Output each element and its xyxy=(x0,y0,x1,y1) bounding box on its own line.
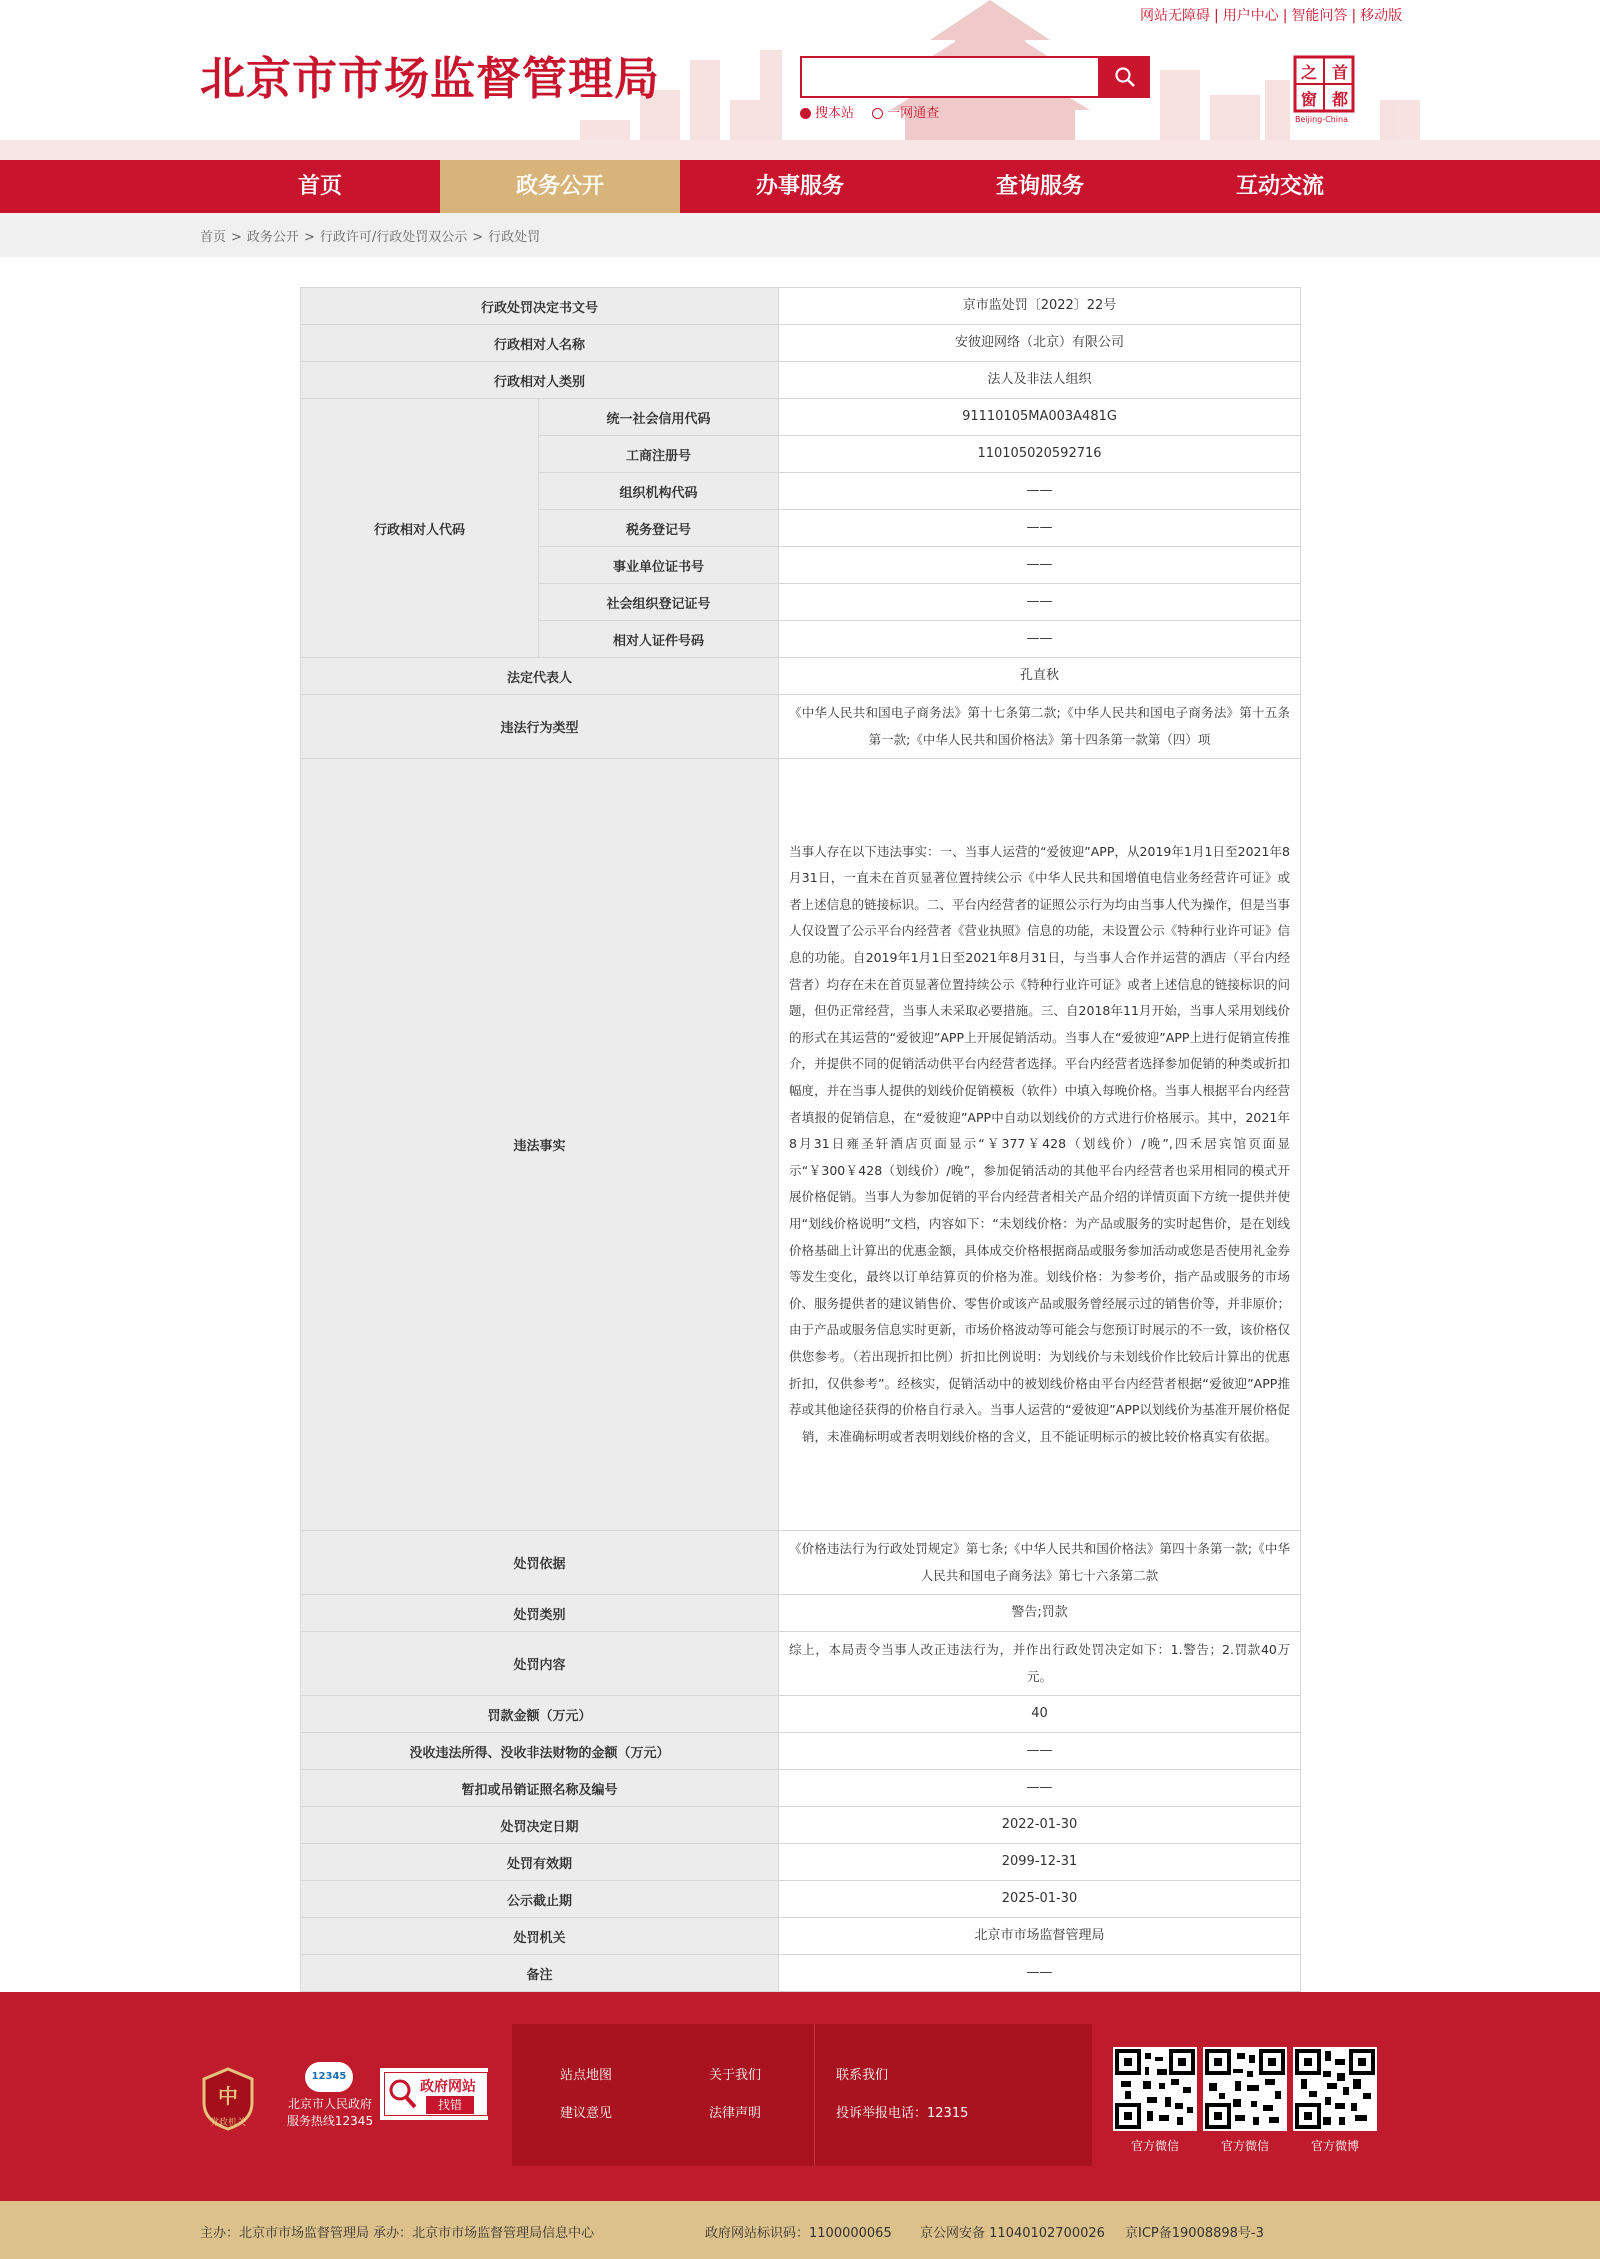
svg-text:Beijing-China: Beijing-China xyxy=(1295,115,1348,124)
value-category: 警告;罚款 xyxy=(779,1595,1301,1632)
search-scope-site[interactable]: 搜本站 xyxy=(800,106,854,121)
mobile-version-link[interactable]: 移动版 xyxy=(1360,8,1403,24)
label-org-code: 组织机构代码 xyxy=(539,473,779,510)
value-tax-reg: —— xyxy=(779,510,1301,547)
label-doc-no: 行政处罚决定书文号 xyxy=(301,288,779,325)
radio-checked-icon xyxy=(800,108,811,119)
value-valid-until: 2099-12-31 xyxy=(779,1844,1301,1881)
qr-code-wechat-2 xyxy=(1203,2047,1287,2131)
svg-text:之: 之 xyxy=(1301,63,1318,82)
qr-code-icon xyxy=(1203,2047,1287,2131)
table-row xyxy=(301,325,1301,362)
table-row xyxy=(301,1955,1301,1992)
about-link[interactable]: 关于我们 xyxy=(709,2068,762,2083)
police-record[interactable]: 京公网安备 11040102700026 xyxy=(920,2226,1105,2241)
site-id-code: 政府网站标识码：1100000065 xyxy=(705,2226,892,2241)
label-authority: 处罚机关 xyxy=(301,1918,779,1955)
host-info: 主办：北京市市场监督管理局 承办：北京市市场监督管理局信息中心 xyxy=(200,2226,595,2241)
contact-link[interactable]: 联系我们 xyxy=(836,2068,889,2083)
svg-text:都: 都 xyxy=(1332,90,1349,109)
breadcrumb: 首页 > 政务公开 > 行政许可/行政处罚双公示 > 行政处罚 xyxy=(200,230,541,245)
qr-label-wechat-1: 官方微信 xyxy=(1130,2139,1179,2153)
accessibility-link[interactable]: 网站无障碍 xyxy=(1140,8,1210,24)
label-decision-date: 处罚决定日期 xyxy=(301,1807,779,1844)
value-basis: 《价格违法行为行政处罚规定》第七条;《中华人民共和国价格法》第四十条第一款;《中华人民共和国电子商务法》第七十六条第二款 xyxy=(779,1531,1301,1595)
breadcrumb-double-publicity[interactable]: 行政许可/行政处罚双公示 xyxy=(319,230,468,245)
label-content: 处罚内容 xyxy=(301,1632,779,1696)
value-party-type: 法人及非法人组织 xyxy=(779,362,1301,399)
penalty-detail-table xyxy=(300,287,1301,1992)
error-report-title: 政府网站 xyxy=(420,2079,476,2095)
table-row xyxy=(301,1807,1301,1844)
site-header xyxy=(0,0,1600,160)
table-row xyxy=(301,658,1301,695)
magnifier-icon xyxy=(388,2078,418,2110)
table-row xyxy=(301,1844,1301,1881)
nav-item-home[interactable]: 首页 xyxy=(297,174,342,199)
table-row xyxy=(301,1770,1301,1807)
value-org-code: —— xyxy=(779,473,1301,510)
value-decision-date: 2022-01-30 xyxy=(779,1807,1301,1844)
hotline-badge[interactable] xyxy=(285,2062,375,2142)
label-license: 暂扣或吊销证照名称及编号 xyxy=(301,1770,779,1807)
label-id-no: 相对人证件号码 xyxy=(539,621,779,658)
party-gov-badge[interactable] xyxy=(200,2067,256,2131)
value-authority: 北京市市场监督管理局 xyxy=(779,1918,1301,1955)
complaint-phone: 投诉举报电话：12315 xyxy=(836,2106,969,2121)
value-social-org: —— xyxy=(779,584,1301,621)
suggest-link[interactable]: 建议意见 xyxy=(560,2106,613,2121)
value-license: —— xyxy=(779,1770,1301,1807)
label-facts: 违法事实 xyxy=(301,759,779,1531)
value-content: 综上，本局责令当事人改正违法行为，并作出行政处罚决定如下：1.警告；2.罚款40万元。 xyxy=(779,1632,1301,1696)
search-icon xyxy=(1114,66,1136,88)
qr-label-weibo: 官方微博 xyxy=(1310,2139,1359,2153)
footer-links-panel xyxy=(512,2024,1092,2166)
label-valid-until: 处罚有效期 xyxy=(301,1844,779,1881)
nav-item-query[interactable]: 查询服务 xyxy=(995,174,1084,199)
label-party-name: 行政相对人名称 xyxy=(301,325,779,362)
breadcrumb-penalty[interactable]: 行政处罚 xyxy=(488,230,541,245)
table-row xyxy=(301,1918,1301,1955)
hotline-12345-icon: 12345 xyxy=(305,2062,353,2092)
gov-site-error-report[interactable] xyxy=(380,2068,488,2120)
table-row xyxy=(301,1632,1301,1696)
value-credit-code: 91110105MA003A481G xyxy=(779,399,1301,436)
value-violation-type: 《中华人民共和国电子商务法》第十七条第二款;《中华人民共和国电子商务法》第十五条第一款;《中华人民共和国价格法》第十四条第一款第（四）项 xyxy=(779,695,1301,759)
label-violation-type: 违法行为类型 xyxy=(301,695,779,759)
label-remarks: 备注 xyxy=(301,1955,779,1992)
value-publish-until: 2025-01-30 xyxy=(779,1881,1301,1918)
value-facts: 当事人存在以下违法事实：一、当事人运营的“爱彼迎”APP，从2019年1月1日至2021年8月31日，一直未在首页显著位置持续公示《中华人民共和国增值电信业务经营许可证》或者上述信息的链接标识。二、平台内经营者的证照公示行为均由当事人代为操作，但是当事人仅设置了公示平台内经营者《营业执照》信息的功能，未设置公示《特种行业许可证》信息的功能。自2019年1月1日至2021年8月31日，与当事人合作并运营的酒店（平台内经营者）均存在未在首页显著位置持续公示《特种行业许可证》或者上述信息的链接标识的问题，但仍正常经营，当事人未采取必要措施。三、自2018年11月开始，当事人采用划线价的形式在其运营的“爱彼迎”APP上开展促销活动。当事人在“爱彼迎”APP上进行促销宣传推介，并提供不同的促销活动供平台内经营者选择。平台内经营者选择参加促销的种类或折扣幅度，并在当事人提供的划线价促销模板（软件）中填入每晚价格。当事人根据平台内经营者填报的促销信息，在“爱彼迎”APP中自动以划线价的方式进行价格展示。其中，2021年8月31日雍圣轩酒店页面显示“￥377￥428（划线价）/晚”,四禾居宾馆页面显示“￥300￥428（划线价）/晚”，参加促销活动的其他平台内经营者也采用相同的模式开展价格促销。当事人为参加促销的平台内经营者相关产品介绍的详情页面下方统一提供并使用“划线价格说明”文档，内容如下：“未划线价格：为产品或服务的实时起售价，是在划线价格基础上计算出的优惠金额，具体成交价格根据商品或服务参加活动或您是否使用礼金券等发生变化，最终以订单结算页的价格为准。划线价格：为参考价，指产品或服务的市场价、服务提供者的建议销售价、零售价或该产品或服务曾经展示过的销售价等，并非原价；由于产品或服务信息实时更新，市场价格波动等可能会与您预订时展示的不一致，该价格仅供您参考。（若出现折扣比例）折扣比例说明：为划线价与未划线价作比较后计算出的优惠折扣，仅供参考”。经核实，促销活动中的被划线价格由平台内经营者根据“爱彼迎”APP推荐或其他途径获得的价格自行录入。当事人运营的“爱彼迎”APP以划线价为基准开展价格促销，未准确标明或者表明划线价格的含义，且不能证明标示的被比较价格真实有依据。 xyxy=(779,759,1301,1531)
table-row xyxy=(301,1733,1301,1770)
label-legal-rep: 法定代表人 xyxy=(301,658,779,695)
label-social-org: 社会组织登记证号 xyxy=(539,584,779,621)
user-center-link[interactable]: 用户中心 xyxy=(1222,8,1279,24)
hotline-text: 北京市人民政府 服务热线12345 xyxy=(286,2097,374,2128)
qr-code-weibo xyxy=(1293,2047,1377,2131)
capital-logo-icon xyxy=(1293,55,1357,125)
table-row xyxy=(301,759,1301,1531)
svg-text:首: 首 xyxy=(1332,63,1349,82)
table-row xyxy=(301,1881,1301,1918)
label-party-type: 行政相对人类别 xyxy=(301,362,779,399)
site-title[interactable]: 北京市市场监督管理局 xyxy=(200,52,661,105)
svg-text:中: 中 xyxy=(218,2084,238,2108)
nav-item-services[interactable]: 办事服务 xyxy=(755,174,844,199)
value-fine: 40 xyxy=(779,1696,1301,1733)
qr-label-wechat-2: 官方微信 xyxy=(1220,2139,1269,2153)
table-row xyxy=(301,695,1301,759)
label-tax-reg: 税务登记号 xyxy=(539,510,779,547)
value-confiscation: —— xyxy=(779,1733,1301,1770)
value-legal-rep: 孔直秋 xyxy=(779,658,1301,695)
qr-code-icon xyxy=(1293,2047,1377,2131)
search-scope-options xyxy=(800,102,939,121)
value-id-no: —— xyxy=(779,621,1301,658)
svg-text:窗: 窗 xyxy=(1301,90,1318,109)
table-row xyxy=(301,1595,1301,1632)
sitemap-link[interactable]: 站点地图 xyxy=(560,2068,613,2083)
nav-item-gov-affairs[interactable]: 政务公开 xyxy=(440,160,680,213)
label-publish-until: 公示截止期 xyxy=(301,1881,779,1918)
value-doc-no: 京市监处罚〔2022〕22号 xyxy=(779,288,1301,325)
breadcrumb-bar xyxy=(0,213,1600,257)
search-input[interactable] xyxy=(800,56,1100,98)
breadcrumb-home[interactable]: 首页 xyxy=(200,230,227,245)
label-confiscation: 没收违法所得、没收非法财物的金额（万元） xyxy=(301,1733,779,1770)
party-gov-badge-text: 党政机关 xyxy=(209,2118,246,2128)
label-fine: 罚款金额（万元） xyxy=(301,1696,779,1733)
label-biz-reg: 工商注册号 xyxy=(539,436,779,473)
capital-window-logo[interactable] xyxy=(1293,55,1357,125)
qr-code-icon xyxy=(1113,2047,1197,2131)
search-scope-unified[interactable]: 一网通查 xyxy=(872,106,939,121)
table-row xyxy=(301,1531,1301,1595)
smart-qa-link[interactable]: 智能问答 xyxy=(1291,8,1348,24)
table-row xyxy=(301,399,1301,436)
radio-unchecked-icon xyxy=(872,108,883,119)
site-footer xyxy=(0,1992,1600,2201)
icp-record[interactable]: 京ICP备19008898号-3 xyxy=(1125,2226,1264,2241)
table-row xyxy=(301,288,1301,325)
error-report-action: 找错 xyxy=(426,2096,474,2114)
value-inst-cert: —— xyxy=(779,547,1301,584)
label-category: 处罚类别 xyxy=(301,1595,779,1632)
qr-code-wechat-1 xyxy=(1113,2047,1197,2131)
table-row xyxy=(301,1696,1301,1733)
label-basis: 处罚依据 xyxy=(301,1531,779,1595)
footer-bottom-bar xyxy=(0,2201,1600,2259)
label-inst-cert: 事业单位证书号 xyxy=(539,547,779,584)
label-credit-code: 统一社会信用代码 xyxy=(539,399,779,436)
nav-item-interaction[interactable]: 互动交流 xyxy=(1235,174,1324,199)
legal-link[interactable]: 法律声明 xyxy=(709,2106,762,2121)
breadcrumb-gov-affairs[interactable]: 政务公开 xyxy=(246,230,299,245)
value-biz-reg: 110105020592716 xyxy=(779,436,1301,473)
value-party-name: 安彼迎网络（北京）有限公司 xyxy=(779,325,1301,362)
label-party-code: 行政相对人代码 xyxy=(301,399,539,658)
value-remarks: —— xyxy=(779,1955,1301,1992)
main-nav xyxy=(0,160,1600,213)
top-links: 网站无障碍 | 用户中心 | 智能问答 | 移动版 xyxy=(1140,8,1403,24)
search-button[interactable] xyxy=(1100,56,1150,98)
table-row xyxy=(301,362,1301,399)
